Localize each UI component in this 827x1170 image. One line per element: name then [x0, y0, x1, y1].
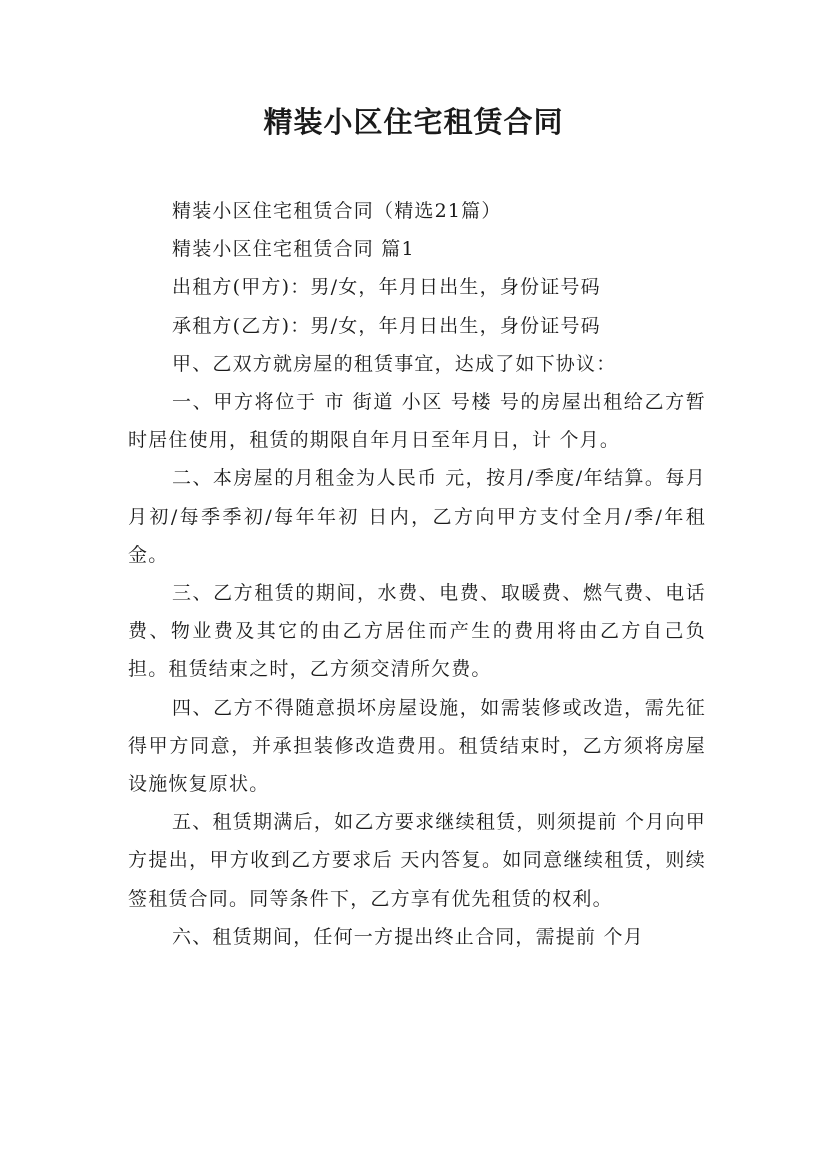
paragraph-section-heading: 精装小区住宅租赁合同 篇1 [172, 238, 415, 261]
clause-4: 四、乙方不得随意损坏房屋设施，如需装修或改造，需先征得甲方同意，并承担装修改造费用。租赁结束时，乙方须将房屋设施恢复原状。 [128, 696, 706, 796]
document-body [128, 192, 706, 956]
clause-1: 一、甲方将位于 市 街道 小区 号楼 号的房屋出租给乙方暂时居住使用，租赁的期限自年月日至年月日，计 个月。 [128, 391, 706, 452]
clause-2: 二、本房屋的月租金为人民币 元，按月/季度/年结算。每月月初/每季季初/每年年初 日内，乙方向甲方支付全月/季/年租金。 [128, 467, 706, 566]
paragraph-lessor: 出租方(甲方)：男/女，年月日出生，身份证号码 [172, 276, 601, 299]
paragraph-agreement-intro: 甲、乙双方就房屋的租赁事宜，达成了如下协议： [172, 352, 617, 375]
clause-3: 三、乙方租赁的期间，水费、电费、取暖费、燃气费、电话费、物业费及其它的由乙方居住而产生的费用将由乙方自己负担。租赁结束之时，乙方须交清所欠费。 [128, 582, 706, 681]
clause-6: 六、租赁期间，任何一方提出终止合同，需提前 个月 [172, 925, 644, 948]
clause-5: 五、租赁期满后，如乙方要求继续租赁，则须提前 个月向甲方提出，甲方收到乙方要求后 天内答复。如同意继续租赁，则续签租赁合同。同等条件下，乙方享有优先租赁的权利。 [128, 811, 706, 910]
document-title: 精装小区住宅租赁合同 [263, 105, 564, 139]
paragraph-lessee: 承租方(乙方)：男/女，年月日出生，身份证号码 [172, 314, 601, 337]
paragraph-collection-title: 精装小区住宅租赁合同（精选21篇） [172, 200, 502, 222]
